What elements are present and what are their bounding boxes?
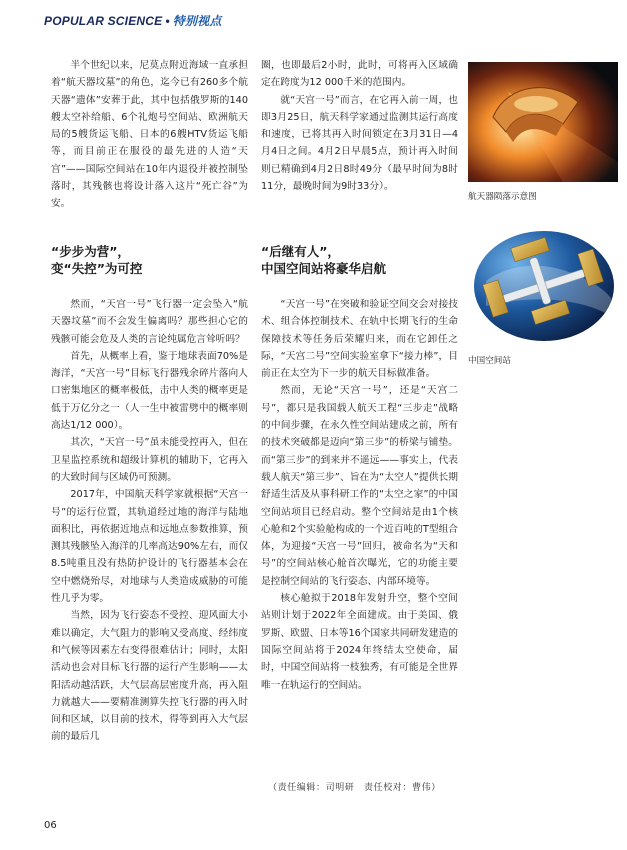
paragraph: 2017年，中国航天科学家就根据“天宫一号”的运行位置，其轨道经过地的海洋与陆地面积比，再依据近地点和远地点参数推算，预测其残骸坠入海洋的几率高达90%左右，而仅8.5吨重且没有热防护设计的飞行器基本会在空中燃烧殆尽，对地球与人类造成威胁的可能性几乎为零。 bbox=[51, 489, 248, 605]
heading-line: “后继有人”， bbox=[261, 244, 340, 259]
space-station-graphic bbox=[466, 226, 622, 346]
paragraph: 首先，从概率上看，鉴于地球表面70%是海洋，“天宫一号”目标飞行器残余碎片落向人口密集地区的概率极低，击中人类的概率更是低于万亿分之一（人一生中被雷劈中的概率则高达1/12 000）。 bbox=[51, 350, 248, 432]
paragraph: 然而，无论“天宫一号”，还是“天宫二号”，都只是我国载人航天工程“三步走”战略的中间步骤，在永久性空间站建成之前，所有的技术突破都是迈向“第三步”的桥梁与铺垫。而“第三步”的到来并不遥远——事实上，代表载人航天“第三步”、旨在为“太空人”提供长期舒适生活及从事科研工作的“太空之家”的中国空间站项目已经启动。整个空间站是由1个核心舱和2个实验舱构成的一个近百吨的T型组合体，为迎接“天宫一号”回归，被命名为“天和号”的空间站核心舱首次曝光，它的功能主要是控制空间站的飞行姿态、内部环境等。 bbox=[261, 385, 458, 587]
paragraph: 半个世纪以来，尼莫点附近海域一直承担着“航天器坟墓”的角色，迄今已有260多个航天器“遗体”安葬于此，其中包括俄罗斯的140艘太空补给船、6个礼炮号空间站、欧洲航天局的5艘货运飞船、日本的6艘HTV货运飞船等，而目前正在服役的最先进的人造“天宫”——国际空间站在10年内退役并被控制坠落时，其残骸也将设计落入这片“死亡谷”为安。 bbox=[51, 60, 248, 210]
paragraph: 核心舱拟于2018年发射升空，整个空间站则计划于2022年全面建成。由于美国、俄罗斯、欧盟、日本等16个国家共同研发建造的国际空间站将于2024年终结太空使命，届时，中国空间站将一枝独秀，有可能是全世界唯一在轨运行的空间站。 bbox=[261, 593, 458, 691]
page-number: 06 bbox=[44, 820, 57, 831]
header-separator: • bbox=[165, 14, 170, 28]
section-heading bbox=[51, 243, 241, 277]
heading-line: 变“失控”为可控 bbox=[51, 261, 143, 276]
heading-line: “步步为营”， bbox=[51, 244, 130, 259]
figure-caption: 航天器陨落示意图 bbox=[468, 192, 537, 202]
reentry-illustration bbox=[468, 62, 618, 182]
heading-line: 中国空间站将豪华启航 bbox=[261, 261, 387, 276]
column-left-bottom bbox=[51, 296, 248, 746]
section-heading bbox=[261, 243, 461, 277]
paragraph: 然而，“天宫一号”飞行器一定会坠入“航天器坟墓”而不会发生偏离吗？那些担心它的残骸可能会危及人类的言论纯属危言耸听吗？ bbox=[51, 299, 248, 345]
page-header bbox=[44, 12, 604, 34]
column-left-top bbox=[51, 57, 248, 213]
paragraph: 就“天宫一号”而言，在它再入前一周，也即3月25日，航天科学家通过监测其运行高度和速度，已将其再入时间锁定在3月31日—4月4日之间。4月2日早晨5点，预计再入时间则已精确到4月2日8时49分（最早时间为8时11分，最晚时间为9时33分）。 bbox=[261, 94, 458, 193]
editor-credits: （责任编辑：司明研 责任校对：曹伟） bbox=[268, 783, 441, 793]
reentry-illustration-graphic bbox=[468, 62, 618, 182]
section-title: 特别视点 bbox=[172, 14, 222, 28]
column-middle-bottom bbox=[261, 296, 458, 694]
paragraph: “天宫一号”在突破和验证空间交会对接技术、组合体控制技术、在轨中长期飞行的生命保障技术等任务后荣耀归来，而在它卸任之际，“天宫二号”空间实验室拿下“接力棒”，目前正在太空为下一步的航天目标做准备。 bbox=[261, 299, 458, 380]
paragraph: 圈，也即最后2小时，此时，可将再入区域确定在跨度为12 000千米的范围内。 bbox=[261, 60, 458, 89]
paragraph: 当然，因为飞行姿态不受控、迎风面大小难以确定，大气阻力的影响又受高度、经纬度和气候等因素左右变得很难估计；同时，太阳活动也会对目标飞行器的运行产生影响——太阳活动越活跃，大气层高层密度升高，再入阻力就越大——要精准测算失控飞行器的再入时间和区域，以目前的技术，得等到再入大气层前的最后几 bbox=[51, 610, 248, 743]
space-station-illustration bbox=[466, 226, 622, 346]
column-middle-top bbox=[261, 57, 458, 195]
figure-caption: 中国空间站 bbox=[468, 356, 511, 366]
paragraph: 其次，“天宫一号”虽未能受控再入，但在卫星监控系统和超级计算机的辅助下，它再入的大致时间与区域仍可预测。 bbox=[51, 437, 248, 483]
magazine-brand: POPULAR SCIENCE bbox=[44, 14, 163, 28]
